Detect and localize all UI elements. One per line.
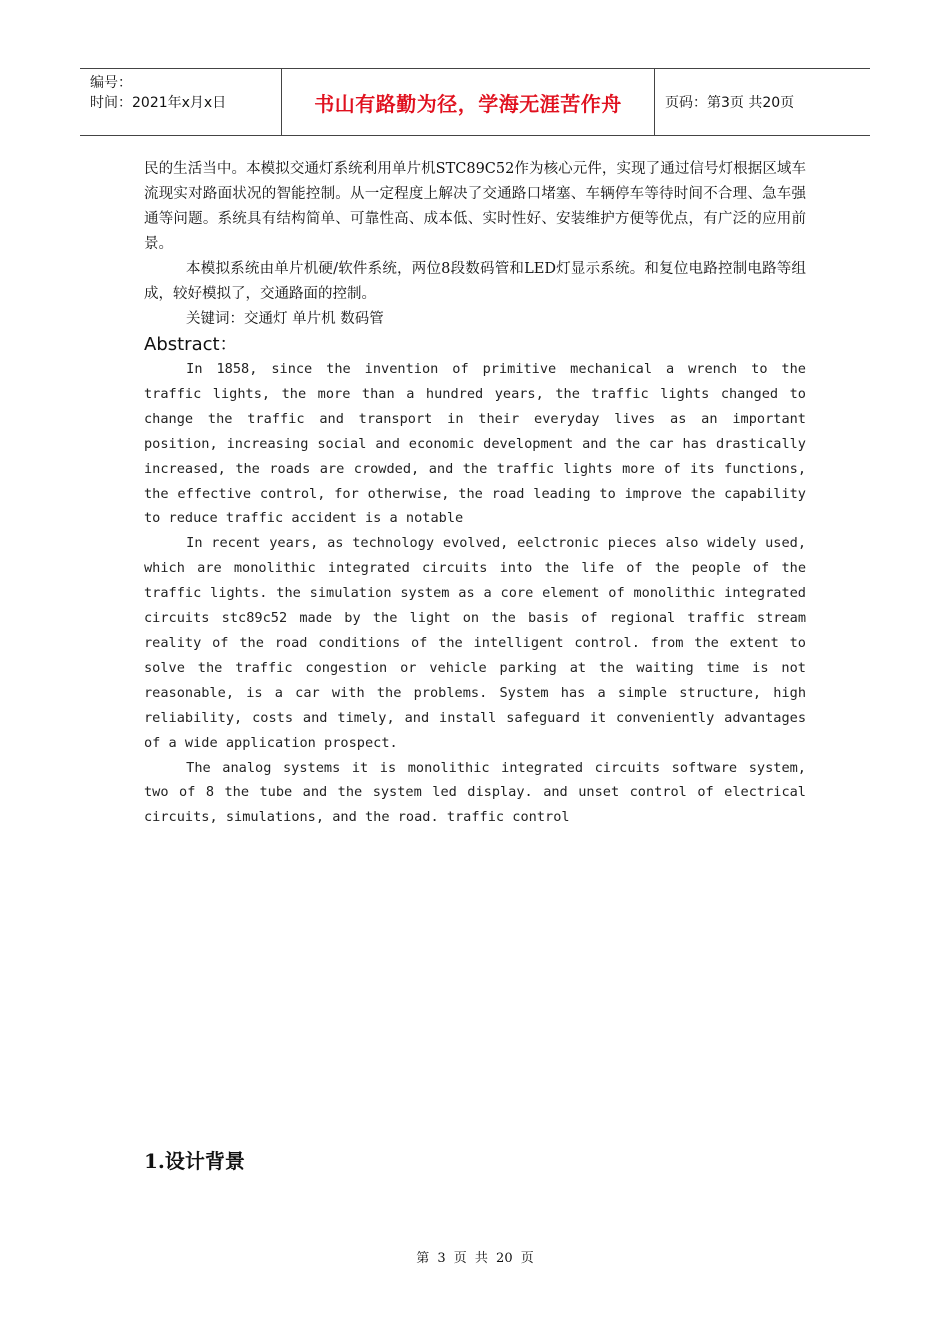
en-paragraph-3: The analog systems it is monolithic integrated circuits software system, two of 8 the tube and the system led display. and unset control of electrical circuits, simulations, and the road. traffic control xyxy=(144,759,806,826)
page-content xyxy=(144,157,806,830)
keywords: 关键词：交通灯 单片机 数码管 xyxy=(186,311,384,327)
abstract-heading: Abstract： xyxy=(144,334,238,355)
en-paragraph-2: In recent years, as technology evolved, eelctronic pieces also widely used, which are monolithic integrated circuits into the life of the people of the traffic lights. the simulation system as a core element of monolithic integrated circuits stc89c52 made by the light on the basis of regional traffic stream reality of the road conditions of the intelligent control. from the extent to solve the traffic congestion or vehicle parking at the waiting time is not reasonable, is a car with the problems. System has a simple structure, high reliability, costs and timely, and install safeguard it conveniently advantages of a wide application prospect. xyxy=(144,535,806,751)
page-header xyxy=(80,68,870,136)
header-meta xyxy=(80,69,281,135)
header-page-info: 页码：第3页 共20页 xyxy=(665,95,795,111)
document-number-label: 编号： xyxy=(90,75,132,91)
en-paragraph-1: In 1858, since the invention of primitive mechanical a wrench to the traffic lights, the more than a hundred years, the traffic lights changed to change the traffic and transport in their everyday lives as an important position, increasing social and economic development and the car has drastically increased, the roads are crowded, and the traffic lights more of its functions, the effective control, for otherwise, the road leading to improve the capability to reduce traffic accident is a notable xyxy=(144,361,806,527)
cn-paragraph-1: 民的生活当中。本模拟交通灯系统利用单片机STC89C52作为核心元件，实现了通过信号灯根据区域车流现实对路面状况的智能控制。从一定程度上解决了交通路口堵塞、车辆停车等待时间不合理、急车强通等问题。系统具有结构简单、可靠性高、成本低、实时性好、安装维护方便等优点，有广泛的应用前景。 xyxy=(144,161,806,252)
header-motto: 书山有路勤为径，学海无涯苦作舟 xyxy=(314,91,622,116)
page-footer: 第 3 页 共 20 页 xyxy=(416,1251,534,1266)
document-time-label: 时间：2021年x月x日 xyxy=(90,95,227,111)
header-motto-cell xyxy=(281,69,655,135)
cn-paragraph-2: 本模拟系统由单片机硬/软件系统，两位8段数码管和LED灯显示系统。和复位电路控制电路等组成，较好模拟了，交通路面的控制。 xyxy=(144,261,806,302)
section-title: 1.设计背景 xyxy=(144,1149,245,1173)
